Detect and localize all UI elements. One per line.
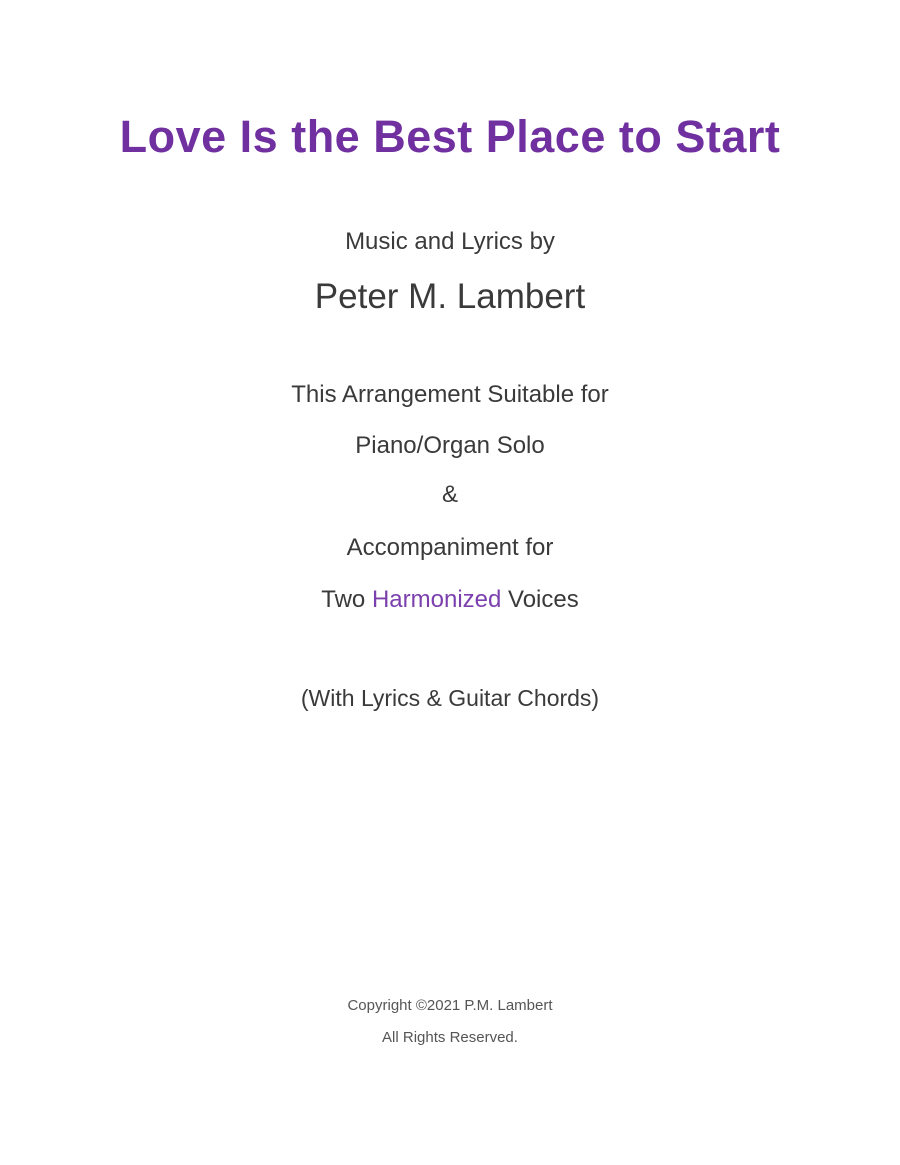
author-name: Peter M. Lambert bbox=[314, 277, 586, 316]
page-title: Love Is the Best Place to Start bbox=[119, 111, 781, 162]
arrangement-line-voices bbox=[0, 587, 900, 613]
voices-prefix: Two bbox=[321, 586, 372, 613]
byline-label: Music and Lyrics by bbox=[345, 228, 555, 255]
voices-highlight-harmonized: Harmonized bbox=[371, 586, 502, 613]
voices-suffix: Voices bbox=[501, 586, 579, 613]
arrangement-ampersand: & bbox=[441, 481, 458, 508]
arrangement-line-suitable-for: This Arrangement Suitable for bbox=[291, 381, 609, 408]
arrangement-line-piano-organ-solo: Piano/Organ Solo bbox=[355, 432, 545, 459]
rights-reserved-line: All Rights Reserved. bbox=[382, 1029, 518, 1046]
arrangement-line-accompaniment-for: Accompaniment for bbox=[346, 534, 554, 561]
copyright-line: Copyright ©2021 P.M. Lambert bbox=[347, 997, 553, 1014]
lyrics-guitar-chords-note: (With Lyrics & Guitar Chords) bbox=[300, 685, 600, 711]
